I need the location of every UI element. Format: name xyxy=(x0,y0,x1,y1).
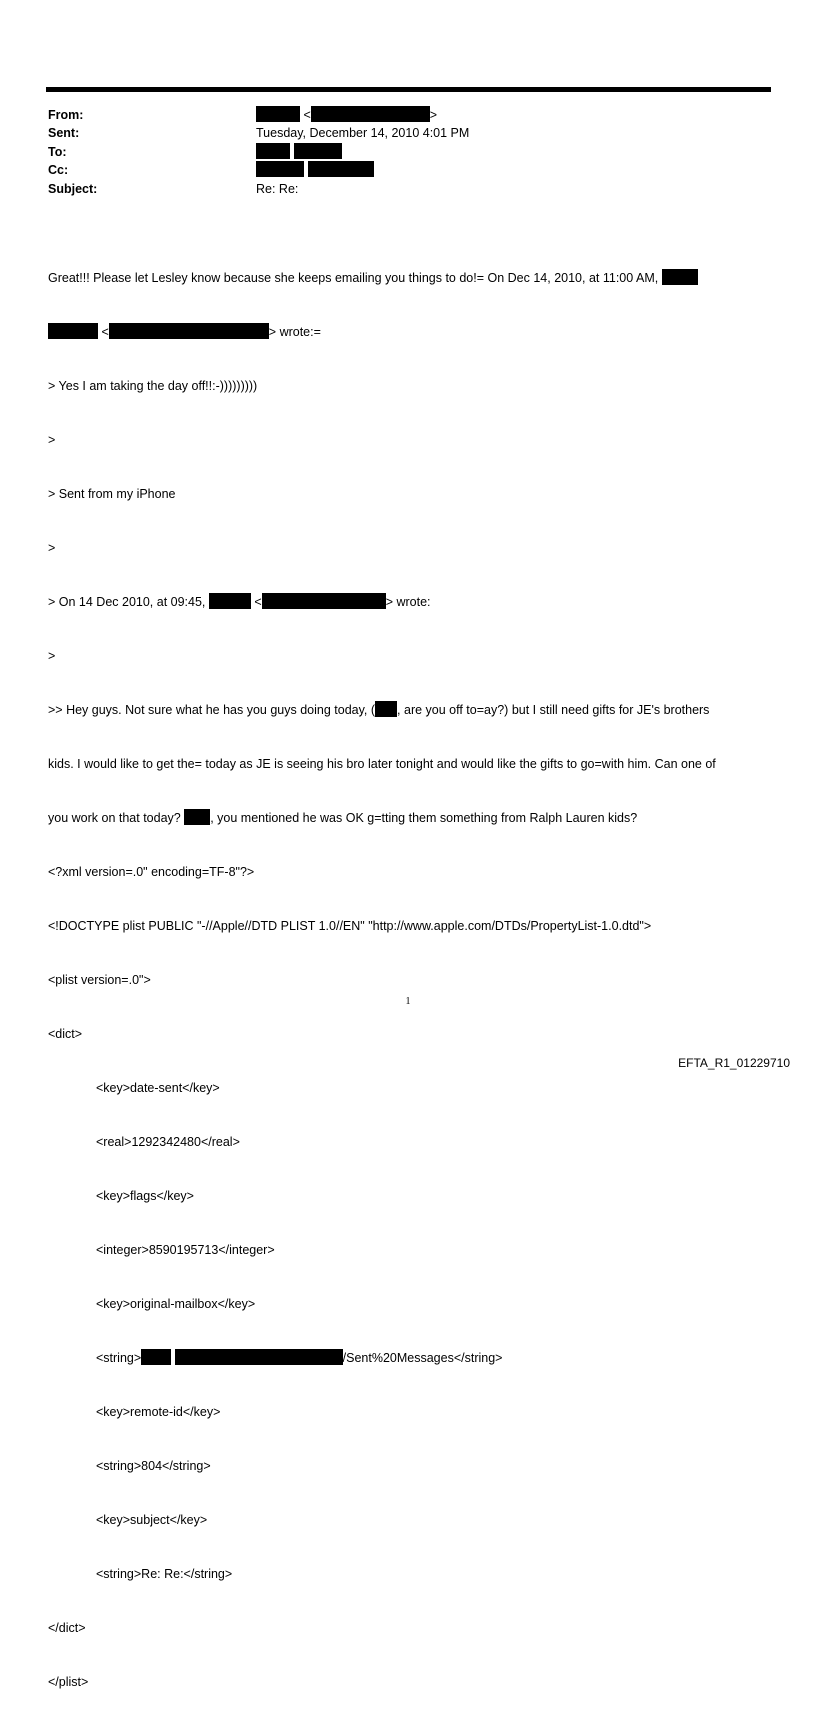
redaction-block xyxy=(256,143,290,159)
body-text: <string> xyxy=(96,1351,142,1365)
redaction-block xyxy=(48,323,98,339)
from-value xyxy=(256,106,437,122)
redaction-block xyxy=(308,161,374,177)
body-text: Great!!! Please let Lesley know because she keeps emailing you things to do!= On Dec 14, 2010, at 11:00 AM, xyxy=(48,271,659,285)
sent-label: Sent: xyxy=(48,126,80,140)
body-text: > On 14 Dec 2010, at 09:45, xyxy=(48,595,206,609)
body-line: <key>date-sent</key> xyxy=(96,1081,220,1095)
document-id: EFTA_R1_01229710 xyxy=(678,1056,790,1070)
body-line: <real>1292342480</real> xyxy=(96,1135,240,1149)
redaction-block xyxy=(109,323,269,339)
body-line xyxy=(48,269,773,287)
from-gt: > xyxy=(429,108,438,122)
body-text: < xyxy=(254,595,262,609)
body-line: <string>Re: Re:</string> xyxy=(96,1567,233,1581)
to-label: To: xyxy=(48,145,67,159)
body-line: > Yes I am taking the day off!!:-))))))))) xyxy=(48,379,258,393)
body-line: <integer>8590195713</integer> xyxy=(96,1243,275,1257)
body-line: <!DOCTYPE plist PUBLIC "-//Apple//DTD PLIST 1.0//EN" "http://www.apple.com/DTDs/PropertyList-1.0.dtd"> xyxy=(48,919,652,933)
body-line: > xyxy=(48,433,56,447)
body-line: <?xml version=.0" encoding=TF-8"?> xyxy=(48,865,255,879)
body-line xyxy=(48,809,773,827)
body-text: >> Hey guys. Not sure what he has you guys doing today, ( xyxy=(48,703,376,717)
email-body xyxy=(48,233,773,1709)
header-rule xyxy=(46,87,771,92)
body-line: > xyxy=(48,649,56,663)
page-number: 1 xyxy=(405,996,411,1007)
redaction-block xyxy=(662,269,698,285)
body-line xyxy=(48,701,773,719)
body-line: </plist> xyxy=(48,1675,89,1689)
body-text: /Sent%20Messages</string> xyxy=(342,1351,503,1365)
redaction-block xyxy=(256,106,300,122)
body-line: <plist version=.0"> xyxy=(48,973,151,987)
body-line: <key>original-mailbox</key> xyxy=(96,1297,256,1311)
body-line: </dict> xyxy=(48,1621,86,1635)
redaction-block xyxy=(175,1349,343,1365)
body-line: <string>804</string> xyxy=(96,1459,211,1473)
body-line: <key>subject</key> xyxy=(96,1513,208,1527)
body-text: > wrote: xyxy=(385,595,431,609)
redaction-block xyxy=(209,593,251,609)
body-text: you work on that today? xyxy=(48,811,181,825)
body-line: <dict> xyxy=(48,1027,83,1041)
subject-label: Subject: xyxy=(48,182,98,196)
redaction-block xyxy=(256,161,304,177)
body-line: > Sent from my iPhone xyxy=(48,487,176,501)
from-label: From: xyxy=(48,108,84,122)
subject-value: Re: Re: xyxy=(256,182,299,196)
cc-label: Cc: xyxy=(48,163,69,177)
body-text: > wrote:= xyxy=(268,325,321,339)
redaction-block xyxy=(311,106,430,122)
redaction-block xyxy=(375,701,397,717)
cc-value xyxy=(256,161,374,177)
to-value xyxy=(256,143,342,159)
body-line: <key>remote-id</key> xyxy=(96,1405,221,1419)
body-line: kids. I would like to get the= today as JE is seeing his bro later tonight and would like the gifts to go=with him. Can one of xyxy=(48,757,716,771)
body-line: <key>flags</key> xyxy=(96,1189,194,1203)
from-lt: < xyxy=(303,108,311,122)
body-line xyxy=(48,323,773,341)
body-line xyxy=(48,1349,773,1367)
body-line xyxy=(48,593,773,611)
body-line: > xyxy=(48,541,56,555)
body-text: < xyxy=(101,325,109,339)
sent-value: Tuesday, December 14, 2010 4:01 PM xyxy=(256,126,470,140)
redaction-block xyxy=(141,1349,171,1365)
redaction-block xyxy=(184,809,210,825)
redaction-block xyxy=(294,143,342,159)
body-text: , are you off to=ay?) but I still need gifts for JE's brothers xyxy=(397,703,710,717)
body-text: , you mentioned he was OK g=tting them something from Ralph Lauren kids? xyxy=(210,811,638,825)
redaction-block xyxy=(262,593,386,609)
